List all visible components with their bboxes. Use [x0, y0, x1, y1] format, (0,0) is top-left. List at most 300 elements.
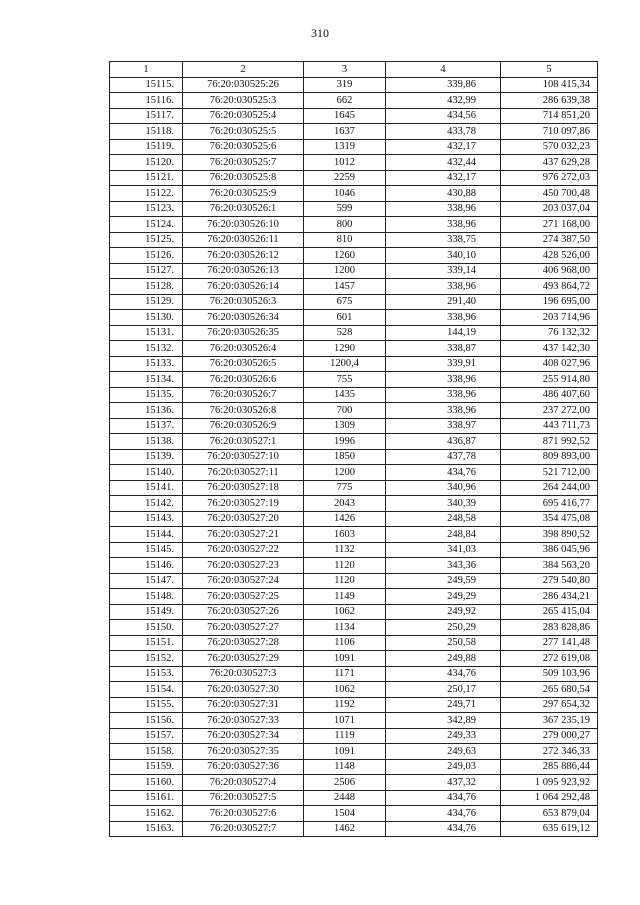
- table-cell: 76:20:030527:11: [183, 465, 304, 481]
- table-cell: 338,75: [386, 232, 501, 248]
- table-row: [110, 759, 598, 775]
- table-cell: 15140.: [110, 465, 183, 481]
- table-cell: 341,03: [386, 542, 501, 558]
- table-row: [110, 542, 598, 558]
- table-cell: 710 097,86: [501, 124, 598, 140]
- table-cell: 76:20:030525:6: [183, 139, 304, 155]
- column-header: 2: [183, 62, 304, 78]
- table-cell: 277 141,48: [501, 635, 598, 651]
- table-cell: 1192: [304, 697, 386, 713]
- table-cell: 338,96: [386, 279, 501, 295]
- table-cell: 76:20:030527:3: [183, 666, 304, 682]
- table-cell: 76:20:030527:23: [183, 558, 304, 574]
- table-cell: 528: [304, 325, 386, 341]
- page-number: 310: [311, 26, 329, 40]
- table-cell: 755: [304, 372, 386, 388]
- table-row: [110, 201, 598, 217]
- table-cell: 15143.: [110, 511, 183, 527]
- column-header: 3: [304, 62, 386, 78]
- table-cell: 1309: [304, 418, 386, 434]
- table-row: [110, 341, 598, 357]
- table-cell: 76:20:030527:5: [183, 790, 304, 806]
- table-cell: 249,63: [386, 744, 501, 760]
- table-cell: 76:20:030527:35: [183, 744, 304, 760]
- table-row: [110, 573, 598, 589]
- table-cell: 264 244,00: [501, 480, 598, 496]
- table-row: [110, 775, 598, 791]
- table-cell: 1290: [304, 341, 386, 357]
- table-cell: 76:20:030526:9: [183, 418, 304, 434]
- table-cell: 493 864,72: [501, 279, 598, 295]
- table-cell: 15119.: [110, 139, 183, 155]
- table-header-row: [110, 62, 598, 78]
- table-cell: 76:20:030527:34: [183, 728, 304, 744]
- table-cell: 76:20:030526:13: [183, 263, 304, 279]
- table-row: [110, 589, 598, 605]
- table-cell: 443 711,73: [501, 418, 598, 434]
- table-cell: 1603: [304, 527, 386, 543]
- table-cell: 108 415,34: [501, 77, 598, 93]
- table-cell: 76:20:030527:22: [183, 542, 304, 558]
- table-cell: 2448: [304, 790, 386, 806]
- table-cell: 434,76: [386, 465, 501, 481]
- table-cell: 76:20:030525:26: [183, 77, 304, 93]
- table-cell: 1996: [304, 434, 386, 450]
- table-cell: 15128.: [110, 279, 183, 295]
- table-row: [110, 527, 598, 543]
- table-cell: 433,78: [386, 124, 501, 140]
- table-cell: 15120.: [110, 155, 183, 171]
- table-cell: 2506: [304, 775, 386, 791]
- table-cell: 367 235,19: [501, 713, 598, 729]
- table-cell: 1200,4: [304, 356, 386, 372]
- table-cell: 15118.: [110, 124, 183, 140]
- table-cell: 800: [304, 217, 386, 233]
- table-cell: 76 132,32: [501, 325, 598, 341]
- table-row: [110, 217, 598, 233]
- table-cell: 408 027,96: [501, 356, 598, 372]
- table-cell: 144,19: [386, 325, 501, 341]
- table-row: [110, 372, 598, 388]
- table-cell: 436,87: [386, 434, 501, 450]
- table-cell: 1 064 292,48: [501, 790, 598, 806]
- table-cell: 675: [304, 294, 386, 310]
- table-cell: 76:20:030526:7: [183, 387, 304, 403]
- table-cell: 599: [304, 201, 386, 217]
- table-cell: 15115.: [110, 77, 183, 93]
- table-cell: 249,03: [386, 759, 501, 775]
- table-cell: 434,76: [386, 666, 501, 682]
- table-cell: 15157.: [110, 728, 183, 744]
- table-cell: 76:20:030527:18: [183, 480, 304, 496]
- table-cell: 338,96: [386, 217, 501, 233]
- table-cell: 15153.: [110, 666, 183, 682]
- table-cell: 15152.: [110, 651, 183, 667]
- table-cell: 248,84: [386, 527, 501, 543]
- table-cell: 1462: [304, 821, 386, 837]
- table-cell: 76:20:030526:10: [183, 217, 304, 233]
- table-row: [110, 310, 598, 326]
- table-cell: 76:20:030527:30: [183, 682, 304, 698]
- table-cell: 76:20:030527:28: [183, 635, 304, 651]
- table-row: [110, 620, 598, 636]
- table-cell: 15145.: [110, 542, 183, 558]
- table-cell: 635 619,12: [501, 821, 598, 837]
- table-cell: 15125.: [110, 232, 183, 248]
- table-cell: 1319: [304, 139, 386, 155]
- table-cell: 430,88: [386, 186, 501, 202]
- table-cell: 285 886,44: [501, 759, 598, 775]
- table-cell: 265 680,54: [501, 682, 598, 698]
- table-cell: 338,87: [386, 341, 501, 357]
- table-cell: 1850: [304, 449, 386, 465]
- table-cell: 248,58: [386, 511, 501, 527]
- table-cell: 1106: [304, 635, 386, 651]
- table-cell: 15127.: [110, 263, 183, 279]
- table-cell: 76:20:030527:1: [183, 434, 304, 450]
- table-cell: 250,58: [386, 635, 501, 651]
- table-row: [110, 77, 598, 93]
- table-cell: 76:20:030527:21: [183, 527, 304, 543]
- table-cell: 1062: [304, 604, 386, 620]
- table-cell: 15134.: [110, 372, 183, 388]
- table-row: [110, 418, 598, 434]
- table-cell: 279 540,80: [501, 573, 598, 589]
- table-cell: 340,10: [386, 248, 501, 264]
- table-cell: 15141.: [110, 480, 183, 496]
- table-cell: 1637: [304, 124, 386, 140]
- table-cell: 76:20:030526:34: [183, 310, 304, 326]
- table-cell: 297 654,32: [501, 697, 598, 713]
- table-row: [110, 728, 598, 744]
- table-cell: 76:20:030526:3: [183, 294, 304, 310]
- table-cell: 406 968,00: [501, 263, 598, 279]
- table-cell: 976 272,03: [501, 170, 598, 186]
- table-cell: 76:20:030526:8: [183, 403, 304, 419]
- table-cell: 76:20:030527:33: [183, 713, 304, 729]
- table-cell: 272 619,08: [501, 651, 598, 667]
- table-cell: 249,71: [386, 697, 501, 713]
- table-row: [110, 279, 598, 295]
- table-cell: 76:20:030527:6: [183, 806, 304, 822]
- table-cell: 15136.: [110, 403, 183, 419]
- table-row: [110, 155, 598, 171]
- table-cell: 15137.: [110, 418, 183, 434]
- table-cell: 250,17: [386, 682, 501, 698]
- table-row: [110, 496, 598, 512]
- table-cell: 1132: [304, 542, 386, 558]
- column-header: 1: [110, 62, 183, 78]
- table-cell: 1148: [304, 759, 386, 775]
- table-row: [110, 449, 598, 465]
- table-cell: 76:20:030527:20: [183, 511, 304, 527]
- table-cell: 15147.: [110, 573, 183, 589]
- table-row: [110, 186, 598, 202]
- table-row: [110, 480, 598, 496]
- table-cell: 76:20:030525:5: [183, 124, 304, 140]
- table-cell: 15163.: [110, 821, 183, 837]
- table-cell: 2259: [304, 170, 386, 186]
- table-cell: 15162.: [110, 806, 183, 822]
- table-cell: 271 168,00: [501, 217, 598, 233]
- table-cell: 1012: [304, 155, 386, 171]
- table-cell: 76:20:030525:4: [183, 108, 304, 124]
- table-cell: 76:20:030527:36: [183, 759, 304, 775]
- table-row: [110, 635, 598, 651]
- table-cell: 15160.: [110, 775, 183, 791]
- table-cell: 2043: [304, 496, 386, 512]
- table-cell: 15121.: [110, 170, 183, 186]
- table-cell: 15142.: [110, 496, 183, 512]
- table-cell: 15132.: [110, 341, 183, 357]
- table-row: [110, 232, 598, 248]
- table-cell: 279 000,27: [501, 728, 598, 744]
- table-cell: 15135.: [110, 387, 183, 403]
- table-cell: 809 893,00: [501, 449, 598, 465]
- table-cell: 286 639,38: [501, 93, 598, 109]
- data-table: [109, 61, 598, 837]
- table-cell: 15139.: [110, 449, 183, 465]
- table-cell: 386 045,96: [501, 542, 598, 558]
- table-cell: 437,78: [386, 449, 501, 465]
- table-row: [110, 604, 598, 620]
- table-cell: 76:20:030525:3: [183, 93, 304, 109]
- table-cell: 1091: [304, 651, 386, 667]
- table-cell: 339,14: [386, 263, 501, 279]
- table-cell: 15156.: [110, 713, 183, 729]
- table-cell: 338,96: [386, 387, 501, 403]
- table-cell: 15116.: [110, 93, 183, 109]
- table-cell: 1120: [304, 573, 386, 589]
- table-row: [110, 790, 598, 806]
- table-cell: 15126.: [110, 248, 183, 264]
- table-cell: 265 415,04: [501, 604, 598, 620]
- table-cell: 76:20:030525:8: [183, 170, 304, 186]
- table-cell: 601: [304, 310, 386, 326]
- table-cell: 338,96: [386, 310, 501, 326]
- table-row: [110, 697, 598, 713]
- table-cell: 695 416,77: [501, 496, 598, 512]
- table-cell: 249,59: [386, 573, 501, 589]
- table-row: [110, 403, 598, 419]
- table-cell: 521 712,00: [501, 465, 598, 481]
- table-cell: 434,76: [386, 806, 501, 822]
- table-row: [110, 93, 598, 109]
- table-cell: 437 142,30: [501, 341, 598, 357]
- table-cell: 434,76: [386, 790, 501, 806]
- table-cell: 249,29: [386, 589, 501, 605]
- table-cell: 76:20:030527:29: [183, 651, 304, 667]
- table-row: [110, 263, 598, 279]
- table-cell: 15138.: [110, 434, 183, 450]
- table-cell: 338,96: [386, 403, 501, 419]
- table-cell: 434,76: [386, 821, 501, 837]
- table-cell: 1120: [304, 558, 386, 574]
- table-cell: 203 714,96: [501, 310, 598, 326]
- table-cell: 338,96: [386, 372, 501, 388]
- table-cell: 291,40: [386, 294, 501, 310]
- table-row: [110, 248, 598, 264]
- table-cell: 249,88: [386, 651, 501, 667]
- table-cell: 428 526,00: [501, 248, 598, 264]
- table-cell: 1 095 923,92: [501, 775, 598, 791]
- table-cell: 15148.: [110, 589, 183, 605]
- table-cell: 1435: [304, 387, 386, 403]
- table-row: [110, 713, 598, 729]
- table-row: [110, 511, 598, 527]
- table-cell: 384 563,20: [501, 558, 598, 574]
- table-cell: 15151.: [110, 635, 183, 651]
- table-row: [110, 465, 598, 481]
- table-cell: 340,96: [386, 480, 501, 496]
- table-row: [110, 558, 598, 574]
- table-cell: 76:20:030526:11: [183, 232, 304, 248]
- table-cell: 339,91: [386, 356, 501, 372]
- table-cell: 274 387,50: [501, 232, 598, 248]
- table-cell: 15146.: [110, 558, 183, 574]
- table-cell: 249,33: [386, 728, 501, 744]
- table-cell: 437 629,28: [501, 155, 598, 171]
- table-cell: 76:20:030526:14: [183, 279, 304, 295]
- table-row: [110, 294, 598, 310]
- table-cell: 15144.: [110, 527, 183, 543]
- table-row: [110, 139, 598, 155]
- table-cell: 15131.: [110, 325, 183, 341]
- table-cell: 15122.: [110, 186, 183, 202]
- table-cell: 76:20:030527:10: [183, 449, 304, 465]
- table-cell: 1071: [304, 713, 386, 729]
- table-cell: 486 407,60: [501, 387, 598, 403]
- table-row: [110, 108, 598, 124]
- table-cell: 15129.: [110, 294, 183, 310]
- table-cell: 15154.: [110, 682, 183, 698]
- table-cell: 437,32: [386, 775, 501, 791]
- table-cell: 15130.: [110, 310, 183, 326]
- table-row: [110, 387, 598, 403]
- table-cell: 432,17: [386, 170, 501, 186]
- table-cell: 1457: [304, 279, 386, 295]
- table-cell: 76:20:030527:24: [183, 573, 304, 589]
- table-cell: 272 346,33: [501, 744, 598, 760]
- table-cell: 1426: [304, 511, 386, 527]
- table-row: [110, 170, 598, 186]
- table-cell: 15150.: [110, 620, 183, 636]
- table-row: [110, 806, 598, 822]
- table-cell: 1171: [304, 666, 386, 682]
- table-cell: 338,96: [386, 201, 501, 217]
- table-row: [110, 821, 598, 837]
- column-header: 4: [386, 62, 501, 78]
- column-header: 5: [501, 62, 598, 78]
- table-cell: 283 828,86: [501, 620, 598, 636]
- table-cell: 15123.: [110, 201, 183, 217]
- table-cell: 1046: [304, 186, 386, 202]
- table-cell: 775: [304, 480, 386, 496]
- table-row: [110, 325, 598, 341]
- table-row: [110, 651, 598, 667]
- table-cell: 15155.: [110, 697, 183, 713]
- table-cell: 255 914,80: [501, 372, 598, 388]
- table-cell: 662: [304, 93, 386, 109]
- table-cell: 1091: [304, 744, 386, 760]
- table-cell: 15159.: [110, 759, 183, 775]
- table-cell: 319: [304, 77, 386, 93]
- table-cell: 286 434,21: [501, 589, 598, 605]
- table-cell: 15161.: [110, 790, 183, 806]
- table-cell: 76:20:030527:19: [183, 496, 304, 512]
- table-cell: 871 992,52: [501, 434, 598, 450]
- table-cell: 76:20:030527:27: [183, 620, 304, 636]
- table-cell: 342,89: [386, 713, 501, 729]
- table-cell: 203 037,04: [501, 201, 598, 217]
- table-cell: 15149.: [110, 604, 183, 620]
- table-cell: 343,36: [386, 558, 501, 574]
- table-cell: 434,56: [386, 108, 501, 124]
- table-cell: 1645: [304, 108, 386, 124]
- table-cell: 700: [304, 403, 386, 419]
- table-row: [110, 124, 598, 140]
- table-cell: 354 475,08: [501, 511, 598, 527]
- table-cell: 76:20:030526:1: [183, 201, 304, 217]
- table-cell: 249,92: [386, 604, 501, 620]
- table-cell: 76:20:030526:12: [183, 248, 304, 264]
- table-row: [110, 666, 598, 682]
- table-cell: 76:20:030527:25: [183, 589, 304, 605]
- table-cell: 450 700,48: [501, 186, 598, 202]
- table-cell: 1504: [304, 806, 386, 822]
- table-cell: 570 032,23: [501, 139, 598, 155]
- table-cell: 1200: [304, 465, 386, 481]
- table-cell: 76:20:030525:7: [183, 155, 304, 171]
- table-cell: 653 879,04: [501, 806, 598, 822]
- table-cell: 338,97: [386, 418, 501, 434]
- table-cell: 714 851,20: [501, 108, 598, 124]
- table-row: [110, 744, 598, 760]
- table-cell: 339,86: [386, 77, 501, 93]
- table-cell: 432,44: [386, 155, 501, 171]
- table-cell: 76:20:030527:4: [183, 775, 304, 791]
- table-cell: 509 103,96: [501, 666, 598, 682]
- table-cell: 76:20:030526:4: [183, 341, 304, 357]
- table-cell: 76:20:030527:26: [183, 604, 304, 620]
- table-cell: 810: [304, 232, 386, 248]
- table-row: [110, 682, 598, 698]
- table-cell: 1062: [304, 682, 386, 698]
- table-cell: 76:20:030527:7: [183, 821, 304, 837]
- table-cell: 1260: [304, 248, 386, 264]
- table-cell: 15158.: [110, 744, 183, 760]
- table-cell: 76:20:030527:31: [183, 697, 304, 713]
- table-cell: 432,17: [386, 139, 501, 155]
- table-cell: 76:20:030526:6: [183, 372, 304, 388]
- table-cell: 15133.: [110, 356, 183, 372]
- table-cell: 432,99: [386, 93, 501, 109]
- table-cell: 15124.: [110, 217, 183, 233]
- table-cell: 76:20:030526:5: [183, 356, 304, 372]
- table-cell: 1149: [304, 589, 386, 605]
- table-cell: 237 272,00: [501, 403, 598, 419]
- table-cell: 76:20:030525:9: [183, 186, 304, 202]
- table-row: [110, 356, 598, 372]
- table-cell: 76:20:030526:35: [183, 325, 304, 341]
- table-cell: 1134: [304, 620, 386, 636]
- table-cell: 1119: [304, 728, 386, 744]
- table-row: [110, 434, 598, 450]
- table-cell: 340,39: [386, 496, 501, 512]
- table-cell: 1200: [304, 263, 386, 279]
- table-cell: 15117.: [110, 108, 183, 124]
- table-cell: 196 695,00: [501, 294, 598, 310]
